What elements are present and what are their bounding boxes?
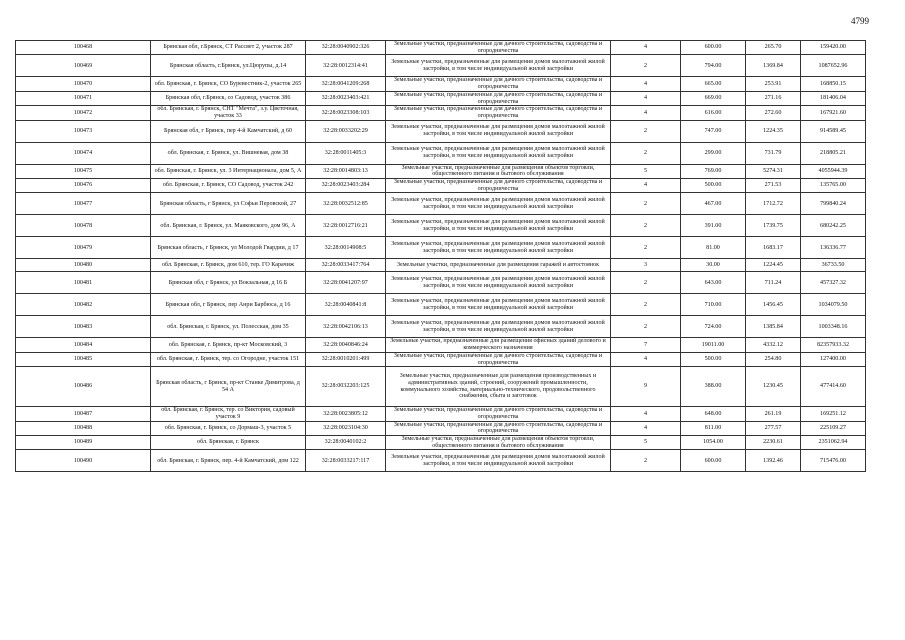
table-row <box>16 120 866 142</box>
land-use-cell: Земельные участки, предназначенные для размещения офисных зданий делового и коммерческого назначения <box>386 338 611 352</box>
cadastral-value-cell: 159420.00 <box>801 41 866 55</box>
row-id-cell: 100478 <box>16 215 151 237</box>
unit-price-cell: 253.91 <box>746 77 801 91</box>
land-use-cell: Земельные участки, предназначенные для размещения домов малоэтажной жилой застройки, в том числе индивидуальной жилой застройки <box>386 316 611 338</box>
row-id-cell: 100487 <box>16 407 151 421</box>
area-cell: 1054.00 <box>681 436 746 450</box>
cadastral-number-cell: 32:28:0033202:29 <box>306 120 386 142</box>
cadastral-number-cell: 32:28:0012314:41 <box>306 55 386 77</box>
land-use-cell: Земельные участки, предназначенные для размещения домов малоэтажной жилой застройки, в том числе индивидуальной жилой застройки <box>386 142 611 164</box>
table-row <box>16 164 866 178</box>
area-cell: 643.00 <box>681 272 746 294</box>
cadastral-number-cell: 32:28:0023308:103 <box>306 106 386 120</box>
cadastral-number-cell: 32:28:0023805:12 <box>306 407 386 421</box>
unit-price-cell: 1683.17 <box>746 237 801 259</box>
land-use-cell: Земельные участки, предназначенные для размещения объектов торговли, общественного питания и бытового обслуживания <box>386 436 611 450</box>
cadastral-number-cell: 32:28:0011405:3 <box>306 142 386 164</box>
table-row <box>16 193 866 215</box>
table-row <box>16 316 866 338</box>
unit-price-cell: 1712.72 <box>746 193 801 215</box>
unit-price-cell: 1385.84 <box>746 316 801 338</box>
land-use-cell: Земельные участки, предназначенные для размещения производственных и административных зданий, строений, сооружений промышленности, коммунального хозяйства, материально-технического, продовольственного снабжения, сбыта и заготовок <box>386 367 611 407</box>
cadastral-value-cell: 1087652.96 <box>801 55 866 77</box>
unit-price-cell: 1456.45 <box>746 294 801 316</box>
row-id-cell: 100470 <box>16 77 151 91</box>
table-row <box>16 450 866 472</box>
area-cell: 616.00 <box>681 106 746 120</box>
land-use-cell: Земельные участки, предназначенные для размещения домов малоэтажной жилой застройки, в том числе индивидуальной жилой застройки <box>386 294 611 316</box>
address-cell: обл. Брянская, г. Брянск, пер. 4-й Камчатский, дом 122 <box>151 450 306 472</box>
cadastral-number-cell: 32:28:0042106:13 <box>306 316 386 338</box>
land-use-cell: Земельные участки, предназначенные для дачного строительства, садоводства и огородничества <box>386 41 611 55</box>
unit-price-cell: 1224.45 <box>746 259 801 272</box>
row-id-cell: 100481 <box>16 272 151 294</box>
row-id-cell: 100477 <box>16 193 151 215</box>
area-cell: 600.00 <box>681 41 746 55</box>
group-cell: 2 <box>611 193 681 215</box>
unit-price-cell: 5274.31 <box>746 164 801 178</box>
unit-price-cell: 261.19 <box>746 407 801 421</box>
group-cell: 4 <box>611 41 681 55</box>
area-cell: 81.00 <box>681 237 746 259</box>
group-cell: 2 <box>611 450 681 472</box>
cadastral-value-cell: 181406.04 <box>801 91 866 105</box>
land-use-cell: Земельные участки, предназначенные для размещения гаражей и автостоянок <box>386 259 611 272</box>
row-id-cell: 100484 <box>16 338 151 352</box>
cadastral-value-cell: 167921.60 <box>801 106 866 120</box>
group-cell: 5 <box>611 436 681 450</box>
table-row <box>16 272 866 294</box>
land-use-cell: Земельные участки, предназначенные для размещения домов малоэтажной жилой застройки, в том числе индивидуальной жилой застройки <box>386 272 611 294</box>
group-cell: 4 <box>611 421 681 435</box>
cadastral-value-cell: 1003348.16 <box>801 316 866 338</box>
area-cell: 391.00 <box>681 215 746 237</box>
area-cell: 467.00 <box>681 193 746 215</box>
cadastral-value-cell: 127400.00 <box>801 352 866 366</box>
group-cell: 4 <box>611 179 681 193</box>
cadastral-value-cell: 225109.27 <box>801 421 866 435</box>
table-row <box>16 436 866 450</box>
unit-price-cell: 1739.75 <box>746 215 801 237</box>
unit-price-cell: 731.79 <box>746 142 801 164</box>
group-cell: 4 <box>611 77 681 91</box>
address-cell: обл. Брянская, г. Брянск, ул. 3 Интернационала, дом 5, А <box>151 164 306 178</box>
address-cell: обл. Брянская, г. Брянск, СО Буревестник-2, участок 265 <box>151 77 306 91</box>
land-use-cell: Земельные участки, предназначенные для размещения домов малоэтажной жилой застройки, в том числе индивидуальной жилой застройки <box>386 450 611 472</box>
unit-price-cell: 2230.61 <box>746 436 801 450</box>
table-row <box>16 55 866 77</box>
row-id-cell: 100472 <box>16 106 151 120</box>
page-number: 4799 <box>851 16 869 26</box>
group-cell: 2 <box>611 237 681 259</box>
land-use-cell: Земельные участки, предназначенные для дачного строительства, садоводства и огородничества <box>386 91 611 105</box>
row-id-cell: 100476 <box>16 179 151 193</box>
unit-price-cell: 271.53 <box>746 179 801 193</box>
address-cell: обл. Брянская, г. Брянск, со Дормаш-3, участок 5 <box>151 421 306 435</box>
land-use-cell: Земельные участки, предназначенные для дачного строительства, садоводства и огородничества <box>386 179 611 193</box>
table-row <box>16 259 866 272</box>
row-id-cell: 100468 <box>16 41 151 55</box>
address-cell: обл. Брянская, г. Брянск, тер. со Виктория, садовый участок 9 <box>151 407 306 421</box>
group-cell: 2 <box>611 316 681 338</box>
address-cell: Брянская обл, г.Брянск, СТ Рассвет 2, участок 287 <box>151 41 306 55</box>
cadastral-number-cell: 32:28:0040902:326 <box>306 41 386 55</box>
land-use-cell: Земельные участки, предназначенные для дачного строительства, садоводства и огородничества <box>386 352 611 366</box>
table-row <box>16 142 866 164</box>
group-cell: 9 <box>611 367 681 407</box>
group-cell: 4 <box>611 106 681 120</box>
cadastral-value-cell: 715476.00 <box>801 450 866 472</box>
group-cell: 4 <box>611 352 681 366</box>
group-cell: 2 <box>611 120 681 142</box>
table-row <box>16 338 866 352</box>
cadastral-number-cell: 32:28:0032203:125 <box>306 367 386 407</box>
row-id-cell: 100474 <box>16 142 151 164</box>
cadastral-number-cell: 32:28:0023403:284 <box>306 179 386 193</box>
row-id-cell: 100475 <box>16 164 151 178</box>
cadastral-number-cell: 32:28:0023104:30 <box>306 421 386 435</box>
cadastral-value-cell: 2351062.94 <box>801 436 866 450</box>
cadastral-value-cell: 477414.60 <box>801 367 866 407</box>
row-id-cell: 100469 <box>16 55 151 77</box>
cadastral-value-cell: 1034079.50 <box>801 294 866 316</box>
unit-price-cell: 265.70 <box>746 41 801 55</box>
cadastral-value-cell: 135765.00 <box>801 179 866 193</box>
area-cell: 794.00 <box>681 55 746 77</box>
group-cell: 7 <box>611 338 681 352</box>
cadastral-value-cell: 36733.50 <box>801 259 866 272</box>
cadastral-value-cell: 168850.15 <box>801 77 866 91</box>
row-id-cell: 100479 <box>16 237 151 259</box>
row-id-cell: 100483 <box>16 316 151 338</box>
table-row <box>16 179 866 193</box>
area-cell: 600.00 <box>681 450 746 472</box>
table-row <box>16 352 866 366</box>
area-cell: 811.00 <box>681 421 746 435</box>
cadastral-value-cell: 4055944.39 <box>801 164 866 178</box>
group-cell: 2 <box>611 142 681 164</box>
table-row <box>16 407 866 421</box>
area-cell: 665.00 <box>681 77 746 91</box>
address-cell: Брянская область, г Брянск, пр-кт Станке Димитрова, д 54 А <box>151 367 306 407</box>
row-id-cell: 100488 <box>16 421 151 435</box>
row-id-cell: 100486 <box>16 367 151 407</box>
unit-price-cell: 277.57 <box>746 421 801 435</box>
table-row <box>16 237 866 259</box>
address-cell: обл. Брянская, г. Брянск, СНТ "Мечта", з.у. Цветочная, участок 33 <box>151 106 306 120</box>
unit-price-cell: 272.60 <box>746 106 801 120</box>
row-id-cell: 100473 <box>16 120 151 142</box>
cadastral-number-cell: 32:28:0010201:499 <box>306 352 386 366</box>
table-row <box>16 41 866 55</box>
area-cell: 30.00 <box>681 259 746 272</box>
address-cell: обл. Брянская, г. Брянск, пр-кт Московский, 3 <box>151 338 306 352</box>
address-cell: Брянская обл, г.Брянск, со Садовод, участок 386 <box>151 91 306 105</box>
cadastral-number-cell: 32:28:0041209:268 <box>306 77 386 91</box>
cadastral-number-cell: 32:28:0014908:5 <box>306 237 386 259</box>
unit-price-cell: 1224.35 <box>746 120 801 142</box>
group-cell: 2 <box>611 294 681 316</box>
area-cell: 388.00 <box>681 367 746 407</box>
land-use-cell: Земельные участки, предназначенные для дачного строительства, садоводства и огородничества <box>386 421 611 435</box>
land-use-cell: Земельные участки, предназначенные для размещения домов малоэтажной жилой застройки, в том числе индивидуальной жилой застройки <box>386 55 611 77</box>
cadastral-value-cell: 169251.12 <box>801 407 866 421</box>
address-cell: Брянская область, г Брянск, ул Софьи Перовской, 27 <box>151 193 306 215</box>
area-cell: 769.00 <box>681 164 746 178</box>
address-cell: Брянская обл, г Брянск, пер 4-й Камчатский, д 60 <box>151 120 306 142</box>
row-id-cell: 100485 <box>16 352 151 366</box>
cadastral-number-cell: 32:28:0012716:21 <box>306 215 386 237</box>
area-cell: 500.00 <box>681 352 746 366</box>
row-id-cell: 100482 <box>16 294 151 316</box>
area-cell: 19011.00 <box>681 338 746 352</box>
group-cell: 4 <box>611 407 681 421</box>
cadastral-value-cell: 82357933.32 <box>801 338 866 352</box>
unit-price-cell: 711.24 <box>746 272 801 294</box>
address-cell: обл. Брянская, г. Брянск, дом 610, тер. ГО Карачиж <box>151 259 306 272</box>
unit-price-cell: 1230.45 <box>746 367 801 407</box>
land-use-cell: Земельные участки, предназначенные для размещения домов малоэтажной жилой застройки, в том числе индивидуальной жилой застройки <box>386 237 611 259</box>
cadastral-number-cell: 32:28:0033217:117 <box>306 450 386 472</box>
group-cell: 4 <box>611 91 681 105</box>
cadastral-number-cell: 32:28:0014803:13 <box>306 164 386 178</box>
land-use-cell: Земельные участки, предназначенные для дачного строительства, садоводства и огородничества <box>386 106 611 120</box>
row-id-cell: 100471 <box>16 91 151 105</box>
area-cell: 710.00 <box>681 294 746 316</box>
address-cell: обл. Брянская, г. Брянск, тер. со Огородне, участок 151 <box>151 352 306 366</box>
unit-price-cell: 271.16 <box>746 91 801 105</box>
group-cell: 2 <box>611 215 681 237</box>
cadastral-number-cell: 32:28:0032512:85 <box>306 193 386 215</box>
cadastral-value-cell: 680242.25 <box>801 215 866 237</box>
table-row <box>16 215 866 237</box>
area-cell: 724.00 <box>681 316 746 338</box>
land-use-cell: Земельные участки, предназначенные для размещения домов малоэтажной жилой застройки, в том числе индивидуальной жилой застройки <box>386 193 611 215</box>
cadastral-number-cell: 32:28:0041207:97 <box>306 272 386 294</box>
table-row <box>16 106 866 120</box>
address-cell: Брянская обл, г Брянск, ул Вокзальная, д 16 Б <box>151 272 306 294</box>
unit-price-cell: 1369.84 <box>746 55 801 77</box>
area-cell: 648.00 <box>681 407 746 421</box>
address-cell: обл. Брянская, г. Брянск, ул. Вишневая, дом 38 <box>151 142 306 164</box>
area-cell: 500.00 <box>681 179 746 193</box>
land-use-cell: Земельные участки, предназначенные для размещения объектов торговли, общественного питания и бытового обслуживания <box>386 164 611 178</box>
unit-price-cell: 254.80 <box>746 352 801 366</box>
cadastral-value-cell: 799840.24 <box>801 193 866 215</box>
address-cell: обл. Брянская, г. Брянск, ул. Маяковского, дом 96, А <box>151 215 306 237</box>
land-use-cell: Земельные участки, предназначенные для размещения домов малоэтажной жилой застройки, в том числе индивидуальной жилой застройки <box>386 215 611 237</box>
land-use-cell: Земельные участки, предназначенные для дачного строительства, садоводства и огородничества <box>386 77 611 91</box>
area-cell: 747.00 <box>681 120 746 142</box>
table-row <box>16 77 866 91</box>
row-id-cell: 100480 <box>16 259 151 272</box>
unit-price-cell: 1392.46 <box>746 450 801 472</box>
table-row <box>16 421 866 435</box>
address-cell: обл. Брянская, г. Брянск <box>151 436 306 450</box>
cadastral-value-table <box>15 40 866 472</box>
row-id-cell: 100489 <box>16 436 151 450</box>
unit-price-cell: 4332.12 <box>746 338 801 352</box>
row-id-cell: 100490 <box>16 450 151 472</box>
cadastral-value-cell: 914589.45 <box>801 120 866 142</box>
cadastral-number-cell: 32:28:0040102:2 <box>306 436 386 450</box>
cadastral-value-cell: 218805.21 <box>801 142 866 164</box>
area-cell: 299.00 <box>681 142 746 164</box>
address-cell: обл. Брянская, г. Брянск, ул. Полесская, дом 35 <box>151 316 306 338</box>
group-cell: 5 <box>611 164 681 178</box>
address-cell: Брянская обл, г Брянск, пер Анри Барбюса, д 16 <box>151 294 306 316</box>
group-cell: 2 <box>611 55 681 77</box>
table-row <box>16 367 866 407</box>
cadastral-value-cell: 457327.32 <box>801 272 866 294</box>
cadastral-number-cell: 32:28:0040846:24 <box>306 338 386 352</box>
group-cell: 3 <box>611 259 681 272</box>
group-cell: 2 <box>611 272 681 294</box>
address-cell: Брянская область, г Брянск, ул Молодой Гвардии, д 17 <box>151 237 306 259</box>
table-row <box>16 91 866 105</box>
cadastral-number-cell: 32:28:0040841:8 <box>306 294 386 316</box>
cadastral-value-cell: 136336.77 <box>801 237 866 259</box>
land-use-cell: Земельные участки, предназначенные для размещения домов малоэтажной жилой застройки, в том числе индивидуальной жилой застройки <box>386 120 611 142</box>
cadastral-number-cell: 32:28:0033417:764 <box>306 259 386 272</box>
area-cell: 669.00 <box>681 91 746 105</box>
address-cell: обл. Брянская, г. Брянск, СО Садовод, участок 242 <box>151 179 306 193</box>
table-row <box>16 294 866 316</box>
cadastral-number-cell: 32:28:0023403:421 <box>306 91 386 105</box>
address-cell: Брянская область, г.Брянск, ул.Цюрупы, д.14 <box>151 55 306 77</box>
land-use-cell: Земельные участки, предназначенные для дачного строительства, садоводства и огородничества <box>386 407 611 421</box>
